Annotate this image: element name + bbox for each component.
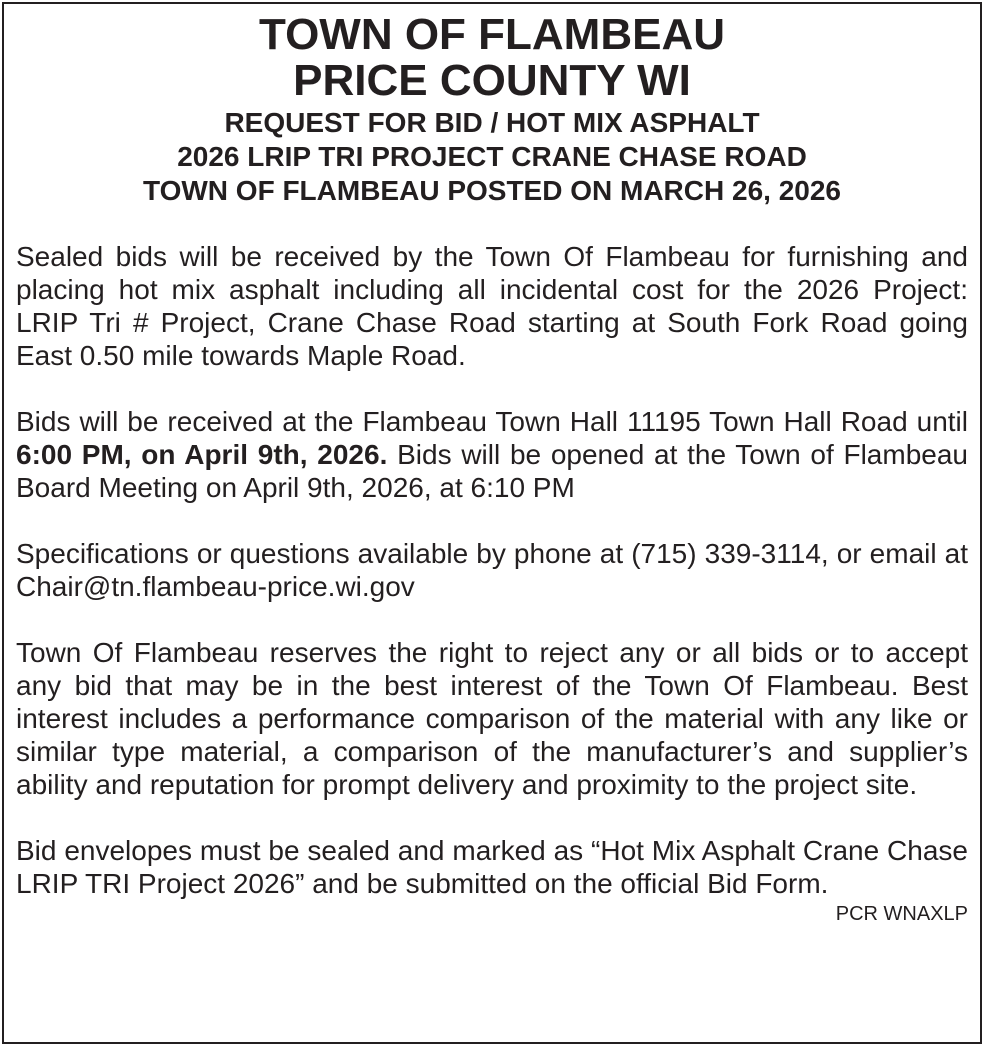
notice-project: 2026 LRIP TRI PROJECT CRANE CHASE ROAD (177, 141, 807, 172)
paragraph-contact: Specifications or questions available by phone at (715) 339-3114, or email at Chair@tn.flambeau-price.wi.gov (16, 538, 968, 602)
notice-posted-date: TOWN OF FLAMBEAU POSTED ON MARCH 26, 2026 (142, 175, 841, 206)
paragraph-envelope: Bid envelopes must be sealed and marked as “Hot Mix Asphalt Crane Chase LRIP TRI Project 2026” and be submitted on the official Bid Form. (16, 835, 968, 899)
paragraph-scope: Sealed bids will be received by the Town Of Flambeau for furnishing and placing hot mix asphalt including all incidental cost for the 2026 Project: LRIP Tri # Project, Crane Chase Road starting at South Fork Road going East 0.50 mile towards Maple Road. (16, 241, 968, 371)
bid-deadline-text-1: Bids will be received at the Flambeau Town Hall 11195 Town Hall Road until (16, 406, 968, 437)
bid-deadline-time: 6:00 PM, on April 9th, 2026. (16, 439, 388, 470)
paragraph-reservation: Town Of Flambeau reserves the right to reject any or all bids or to accept any bid that may be in the best interest of the Town Of Flambeau. Best interest includes a performance comparison of the material with any like or similar type material, a comparison of the manufacturer’s and supplier’s ability and reputation for prompt delivery and proximity to the project site. (16, 637, 968, 800)
legal-notice (2, 2, 982, 1044)
publication-code: PCR WNAXLP (835, 903, 968, 925)
paragraph-bid-deadline (16, 405, 968, 504)
bid-deadline-text-2: Bids will be opened at the Town of Flambeau Board Meeting on April 9th, 2026, at 6:10 PM (16, 439, 968, 503)
notice-county: PRICE COUNTY WI (293, 56, 691, 105)
notice-title: TOWN OF FLAMBEAU (258, 10, 726, 59)
notice-subtitle: REQUEST FOR BID / HOT MIX ASPHALT (224, 107, 760, 138)
